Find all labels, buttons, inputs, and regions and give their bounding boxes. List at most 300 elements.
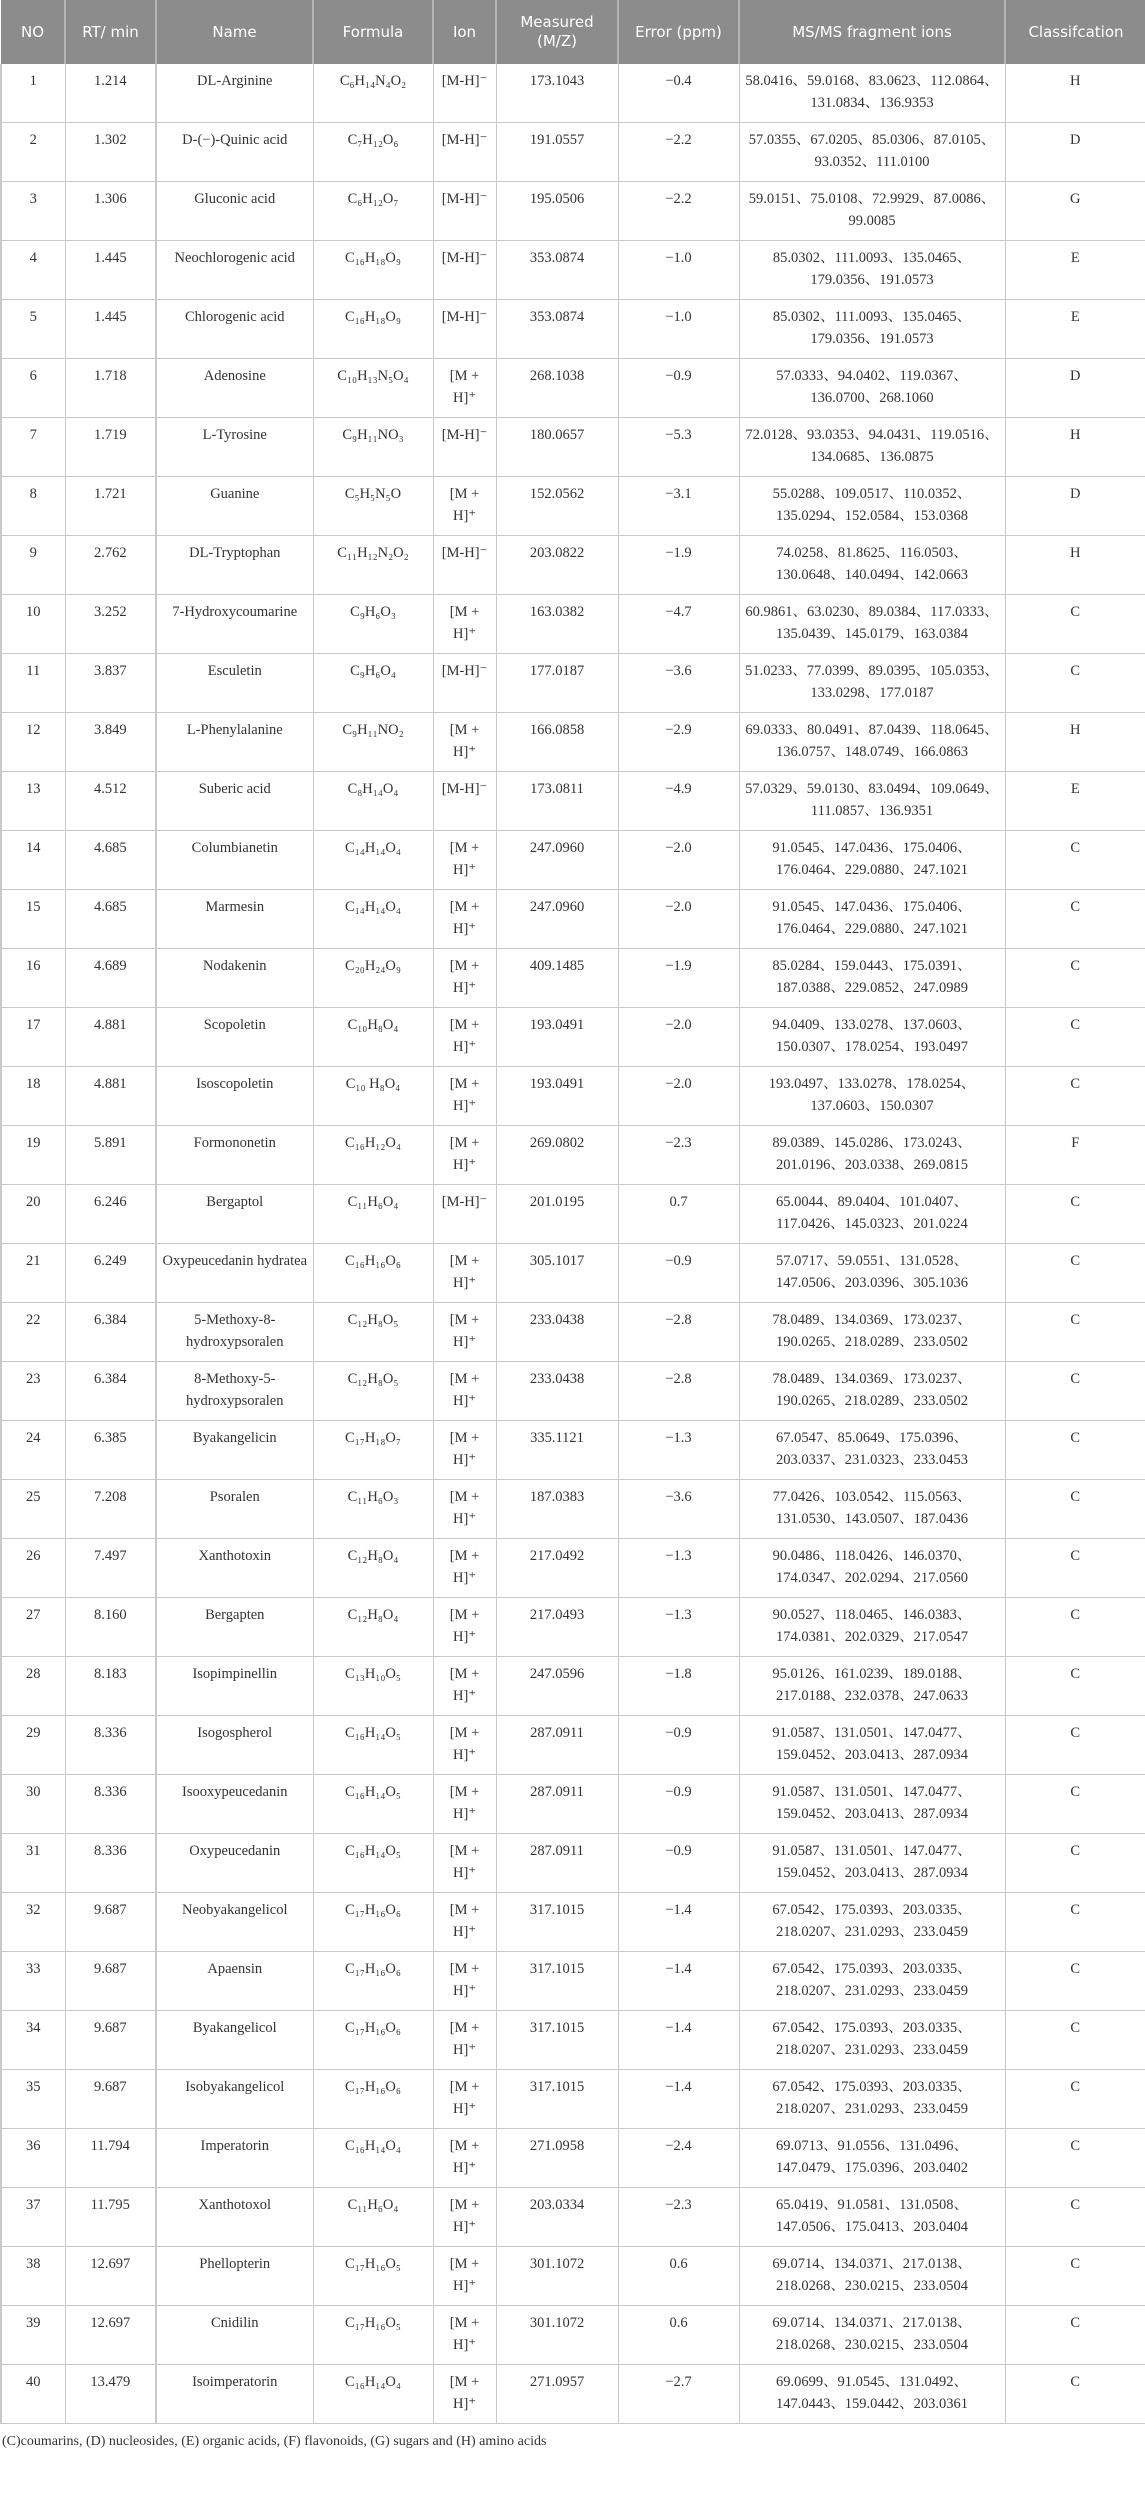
cell-classification: C bbox=[1005, 1185, 1145, 1244]
cell-measured: 193.0491 bbox=[496, 1008, 618, 1067]
cell-name: 8-Methoxy-5-hydroxypsoralen bbox=[156, 1362, 313, 1421]
cell-classification: C bbox=[1005, 1303, 1145, 1362]
cell-formula: C₇H₁₂O₆ bbox=[313, 123, 433, 182]
table-body bbox=[1, 64, 1145, 2424]
cell-ion: [M + H]⁺ bbox=[433, 477, 496, 536]
cell-ion: [M-H]⁻ bbox=[433, 300, 496, 359]
cell-no: 19 bbox=[1, 1126, 65, 1185]
cell-rt: 11.795 bbox=[65, 2188, 156, 2247]
cell-classification: C bbox=[1005, 2011, 1145, 2070]
cell-error: −0.9 bbox=[618, 1244, 739, 1303]
cell-formula: C₁₆H₁₄O₅ bbox=[313, 1775, 433, 1834]
cell-ion: [M + H]⁺ bbox=[433, 2247, 496, 2306]
cell-no: 3 bbox=[1, 182, 65, 241]
cell-measured: 335.1121 bbox=[496, 1421, 618, 1480]
cell-error: 0.7 bbox=[618, 1185, 739, 1244]
cell-name: Apaensin bbox=[156, 1952, 313, 2011]
cell-msms-fragments: 90.0527、118.0465、146.0383、174.0381、202.0329、217.0547 bbox=[739, 1598, 1005, 1657]
cell-msms-fragments: 67.0542、175.0393、203.0335、218.0207、231.0293、233.0459 bbox=[739, 2070, 1005, 2129]
cell-rt: 4.685 bbox=[65, 831, 156, 890]
cell-rt: 7.208 bbox=[65, 1480, 156, 1539]
table-footnote: (C)coumarins, (D) nucleosides, (E) organic acids, (F) flavonoids, (G) sugars and (H) amino acids bbox=[2, 2434, 547, 2449]
cell-measured: 217.0493 bbox=[496, 1598, 618, 1657]
cell-ion: [M + H]⁺ bbox=[433, 1657, 496, 1716]
cell-msms-fragments: 91.0587、131.0501、147.0477、159.0452、203.0413、287.0934 bbox=[739, 1716, 1005, 1775]
cell-measured: 193.0491 bbox=[496, 1067, 618, 1126]
cell-ion: [M + H]⁺ bbox=[433, 890, 496, 949]
cell-no: 6 bbox=[1, 359, 65, 418]
cell-no: 17 bbox=[1, 1008, 65, 1067]
table-row bbox=[1, 1952, 1145, 2011]
cell-msms-fragments: 91.0587、131.0501、147.0477、159.0452、203.0413、287.0934 bbox=[739, 1775, 1005, 1834]
cell-ion: [M + H]⁺ bbox=[433, 2070, 496, 2129]
cell-measured: 301.1072 bbox=[496, 2247, 618, 2306]
cell-rt: 9.687 bbox=[65, 2011, 156, 2070]
cell-name: Marmesin bbox=[156, 890, 313, 949]
cell-error: −0.9 bbox=[618, 359, 739, 418]
cell-measured: 271.0957 bbox=[496, 2365, 618, 2424]
cell-formula: C₁₁H₁₂N₂O₂ bbox=[313, 536, 433, 595]
cell-rt: 11.794 bbox=[65, 2129, 156, 2188]
cell-measured: 201.0195 bbox=[496, 1185, 618, 1244]
cell-error: −2.0 bbox=[618, 1067, 739, 1126]
cell-rt: 12.697 bbox=[65, 2306, 156, 2365]
cell-msms-fragments: 72.0128、93.0353、94.0431、119.0516、134.0685、136.0875 bbox=[739, 418, 1005, 477]
cell-measured: 287.0911 bbox=[496, 1775, 618, 1834]
cell-classification: D bbox=[1005, 359, 1145, 418]
header-formula: Formula bbox=[313, 0, 433, 64]
cell-error: −1.4 bbox=[618, 2011, 739, 2070]
cell-formula: C₁₂H₈O₅ bbox=[313, 1303, 433, 1362]
cell-msms-fragments: 69.0333、80.0491、87.0439、118.0645、136.0757、148.0749、166.0863 bbox=[739, 713, 1005, 772]
table-row bbox=[1, 2247, 1145, 2306]
cell-classification: C bbox=[1005, 1952, 1145, 2011]
cell-formula: C₁₆H₁₂O₄ bbox=[313, 1126, 433, 1185]
cell-measured: 166.0858 bbox=[496, 713, 618, 772]
cell-ion: [M + H]⁺ bbox=[433, 1480, 496, 1539]
cell-msms-fragments: 69.0714、134.0371、217.0138、218.0268、230.0215、233.0504 bbox=[739, 2306, 1005, 2365]
cell-name: Esculetin bbox=[156, 654, 313, 713]
cell-formula: C₁₇H₁₆O₆ bbox=[313, 2011, 433, 2070]
cell-error: −1.3 bbox=[618, 1539, 739, 1598]
cell-error: −3.6 bbox=[618, 1480, 739, 1539]
cell-formula: C₁₁H₆O₃ bbox=[313, 1480, 433, 1539]
cell-classification: C bbox=[1005, 1893, 1145, 1952]
cell-error: −1.0 bbox=[618, 300, 739, 359]
cell-measured: 173.1043 bbox=[496, 64, 618, 123]
cell-rt: 8.336 bbox=[65, 1775, 156, 1834]
cell-classification: E bbox=[1005, 241, 1145, 300]
cell-formula: C₉H₁₁NO₂ bbox=[313, 713, 433, 772]
cell-no: 15 bbox=[1, 890, 65, 949]
cell-error: −2.9 bbox=[618, 713, 739, 772]
cell-name: Isoimperatorin bbox=[156, 2365, 313, 2424]
cell-error: −3.6 bbox=[618, 654, 739, 713]
cell-classification: C bbox=[1005, 1067, 1145, 1126]
cell-error: −1.3 bbox=[618, 1598, 739, 1657]
cell-classification: C bbox=[1005, 2070, 1145, 2129]
cell-name: Chlorogenic acid bbox=[156, 300, 313, 359]
cell-name: Neochlorogenic acid bbox=[156, 241, 313, 300]
cell-no: 20 bbox=[1, 1185, 65, 1244]
table-row bbox=[1, 182, 1145, 241]
table-row bbox=[1, 1893, 1145, 1952]
cell-measured: 163.0382 bbox=[496, 595, 618, 654]
table-row bbox=[1, 2129, 1145, 2188]
cell-name: Phellopterin bbox=[156, 2247, 313, 2306]
cell-classification: H bbox=[1005, 713, 1145, 772]
cell-name: DL-Tryptophan bbox=[156, 536, 313, 595]
cell-no: 38 bbox=[1, 2247, 65, 2306]
cell-measured: 287.0911 bbox=[496, 1716, 618, 1775]
cell-error: −1.3 bbox=[618, 1421, 739, 1480]
cell-no: 25 bbox=[1, 1480, 65, 1539]
cell-name: Byakangelicol bbox=[156, 2011, 313, 2070]
cell-rt: 6.384 bbox=[65, 1303, 156, 1362]
cell-no: 29 bbox=[1, 1716, 65, 1775]
cell-formula: C₁₆H₁₈O₉ bbox=[313, 300, 433, 359]
cell-name: Cnidilin bbox=[156, 2306, 313, 2365]
cell-formula: C₁₄H₁₄O₄ bbox=[313, 890, 433, 949]
cell-ion: [M + H]⁺ bbox=[433, 359, 496, 418]
cell-measured: 317.1015 bbox=[496, 1952, 618, 2011]
table-row bbox=[1, 64, 1145, 123]
cell-rt: 1.306 bbox=[65, 182, 156, 241]
header-name: Name bbox=[156, 0, 313, 64]
cell-measured: 203.0334 bbox=[496, 2188, 618, 2247]
table-row bbox=[1, 2306, 1145, 2365]
cell-rt: 4.512 bbox=[65, 772, 156, 831]
cell-error: −1.4 bbox=[618, 1952, 739, 2011]
cell-name: Isooxypeucedanin bbox=[156, 1775, 313, 1834]
cell-measured: 233.0438 bbox=[496, 1303, 618, 1362]
cell-formula: C₁₆H₁₄O₅ bbox=[313, 1834, 433, 1893]
cell-error: −1.8 bbox=[618, 1657, 739, 1716]
cell-name: Isoscopoletin bbox=[156, 1067, 313, 1126]
cell-measured: 271.0958 bbox=[496, 2129, 618, 2188]
cell-formula: C₁₆H₁₄O₄ bbox=[313, 2365, 433, 2424]
cell-error: −2.8 bbox=[618, 1362, 739, 1421]
table-row bbox=[1, 1539, 1145, 1598]
cell-classification: H bbox=[1005, 418, 1145, 477]
cell-classification: C bbox=[1005, 1657, 1145, 1716]
cell-name: Guanine bbox=[156, 477, 313, 536]
cell-name: Psoralen bbox=[156, 1480, 313, 1539]
cell-error: −2.3 bbox=[618, 1126, 739, 1185]
cell-no: 33 bbox=[1, 1952, 65, 2011]
cell-no: 21 bbox=[1, 1244, 65, 1303]
cell-classification: C bbox=[1005, 2188, 1145, 2247]
cell-ion: [M-H]⁻ bbox=[433, 654, 496, 713]
cell-name: DL-Arginine bbox=[156, 64, 313, 123]
cell-rt: 4.685 bbox=[65, 890, 156, 949]
cell-name: 5-Methoxy-8-hydroxypsoralen bbox=[156, 1303, 313, 1362]
cell-ion: [M + H]⁺ bbox=[433, 1421, 496, 1480]
cell-msms-fragments: 74.0258、81.8625、116.0503、130.0648、140.0494、142.0663 bbox=[739, 536, 1005, 595]
cell-classification: C bbox=[1005, 1539, 1145, 1598]
cell-classification: H bbox=[1005, 64, 1145, 123]
cell-rt: 1.719 bbox=[65, 418, 156, 477]
cell-no: 7 bbox=[1, 418, 65, 477]
cell-rt: 9.687 bbox=[65, 1893, 156, 1952]
cell-measured: 187.0383 bbox=[496, 1480, 618, 1539]
cell-formula: C₁₇H₁₆O₆ bbox=[313, 1952, 433, 2011]
cell-no: 14 bbox=[1, 831, 65, 890]
cell-msms-fragments: 55.0288、109.0517、110.0352、135.0294、152.0584、153.0368 bbox=[739, 477, 1005, 536]
cell-ion: [M-H]⁻ bbox=[433, 182, 496, 241]
cell-msms-fragments: 51.0233、77.0399、89.0395、105.0353、133.0298、177.0187 bbox=[739, 654, 1005, 713]
table-row bbox=[1, 418, 1145, 477]
table-row bbox=[1, 890, 1145, 949]
cell-msms-fragments: 67.0547、85.0649、175.0396、203.0337、231.0323、233.0453 bbox=[739, 1421, 1005, 1480]
cell-msms-fragments: 85.0302、111.0093、135.0465、179.0356、191.0573 bbox=[739, 241, 1005, 300]
cell-formula: C₆H₁₂O₇ bbox=[313, 182, 433, 241]
cell-msms-fragments: 78.0489、134.0369、173.0237、190.0265、218.0289、233.0502 bbox=[739, 1362, 1005, 1421]
cell-no: 9 bbox=[1, 536, 65, 595]
cell-formula: C₁₂H₈O₄ bbox=[313, 1598, 433, 1657]
cell-measured: 203.0822 bbox=[496, 536, 618, 595]
cell-error: −2.2 bbox=[618, 182, 739, 241]
cell-formula: C₁₁H₆O₄ bbox=[313, 1185, 433, 1244]
cell-rt: 2.762 bbox=[65, 536, 156, 595]
cell-msms-fragments: 95.0126、161.0239、189.0188、217.0188、232.0378、247.0633 bbox=[739, 1657, 1005, 1716]
cell-measured: 269.0802 bbox=[496, 1126, 618, 1185]
cell-error: −1.9 bbox=[618, 536, 739, 595]
cell-classification: C bbox=[1005, 2129, 1145, 2188]
cell-error: −0.4 bbox=[618, 64, 739, 123]
table-row bbox=[1, 1716, 1145, 1775]
cell-no: 35 bbox=[1, 2070, 65, 2129]
cell-name: Nodakenin bbox=[156, 949, 313, 1008]
cell-msms-fragments: 78.0489、134.0369、173.0237、190.0265、218.0289、233.0502 bbox=[739, 1303, 1005, 1362]
cell-rt: 8.160 bbox=[65, 1598, 156, 1657]
cell-no: 30 bbox=[1, 1775, 65, 1834]
cell-classification: C bbox=[1005, 1480, 1145, 1539]
cell-rt: 1.214 bbox=[65, 64, 156, 123]
cell-msms-fragments: 90.0486、118.0426、146.0370、174.0347、202.0294、217.0560 bbox=[739, 1539, 1005, 1598]
cell-ion: [M + H]⁺ bbox=[433, 1598, 496, 1657]
cell-no: 8 bbox=[1, 477, 65, 536]
cell-classification: C bbox=[1005, 1834, 1145, 1893]
cell-msms-fragments: 60.9861、63.0230、89.0384、117.0333、135.0439、145.0179、163.0384 bbox=[739, 595, 1005, 654]
cell-name: Columbianetin bbox=[156, 831, 313, 890]
cell-name: Isopimpinellin bbox=[156, 1657, 313, 1716]
cell-no: 23 bbox=[1, 1362, 65, 1421]
cell-no: 12 bbox=[1, 713, 65, 772]
table-row bbox=[1, 1362, 1145, 1421]
cell-formula: C₈H₁₄O₄ bbox=[313, 772, 433, 831]
cell-measured: 247.0960 bbox=[496, 890, 618, 949]
cell-msms-fragments: 94.0409、133.0278、137.0603、150.0307、178.0254、193.0497 bbox=[739, 1008, 1005, 1067]
cell-rt: 1.721 bbox=[65, 477, 156, 536]
cell-no: 36 bbox=[1, 2129, 65, 2188]
table-row bbox=[1, 1834, 1145, 1893]
cell-classification: C bbox=[1005, 595, 1145, 654]
cell-name: Xanthotoxin bbox=[156, 1539, 313, 1598]
cell-error: −3.1 bbox=[618, 477, 739, 536]
cell-no: 22 bbox=[1, 1303, 65, 1362]
cell-measured: 247.0596 bbox=[496, 1657, 618, 1716]
cell-msms-fragments: 57.0355、67.0205、85.0306、87.0105、93.0352、111.0100 bbox=[739, 123, 1005, 182]
cell-rt: 6.384 bbox=[65, 1362, 156, 1421]
table-row bbox=[1, 1657, 1145, 1716]
cell-msms-fragments: 57.0333、94.0402、119.0367、136.0700、268.1060 bbox=[739, 359, 1005, 418]
cell-measured: 268.1038 bbox=[496, 359, 618, 418]
cell-rt: 8.336 bbox=[65, 1834, 156, 1893]
cell-error: −5.3 bbox=[618, 418, 739, 477]
cell-msms-fragments: 69.0699、91.0545、131.0492、147.0443、159.0442、203.0361 bbox=[739, 2365, 1005, 2424]
cell-formula: C₁₄H₁₄O₄ bbox=[313, 831, 433, 890]
table-row bbox=[1, 949, 1145, 1008]
cell-name: L-Phenylalanine bbox=[156, 713, 313, 772]
cell-ion: [M + H]⁺ bbox=[433, 2188, 496, 2247]
cell-ion: [M + H]⁺ bbox=[433, 2306, 496, 2365]
cell-measured: 317.1015 bbox=[496, 2011, 618, 2070]
cell-measured: 409.1485 bbox=[496, 949, 618, 1008]
table-row bbox=[1, 1421, 1145, 1480]
cell-ion: [M-H]⁻ bbox=[433, 64, 496, 123]
cell-name: 7-Hydroxycoumarine bbox=[156, 595, 313, 654]
cell-msms-fragments: 77.0426、103.0542、115.0563、131.0530、143.0507、187.0436 bbox=[739, 1480, 1005, 1539]
cell-error: −1.9 bbox=[618, 949, 739, 1008]
cell-formula: C₁₀H₈O₄ bbox=[313, 1008, 433, 1067]
cell-no: 34 bbox=[1, 2011, 65, 2070]
cell-formula: C₂₀H₂₄O₉ bbox=[313, 949, 433, 1008]
cell-classification: C bbox=[1005, 2306, 1145, 2365]
cell-msms-fragments: 58.0416、59.0168、83.0623、112.0864、131.0834、136.9353 bbox=[739, 64, 1005, 123]
table-row bbox=[1, 1598, 1145, 1657]
cell-classification: C bbox=[1005, 831, 1145, 890]
cell-ion: [M + H]⁺ bbox=[433, 1716, 496, 1775]
header-ion: Ion bbox=[433, 0, 496, 64]
cell-rt: 1.445 bbox=[65, 300, 156, 359]
table-row bbox=[1, 1185, 1145, 1244]
cell-no: 1 bbox=[1, 64, 65, 123]
cell-measured: 301.1072 bbox=[496, 2306, 618, 2365]
cell-error: −2.0 bbox=[618, 1008, 739, 1067]
table-row bbox=[1, 772, 1145, 831]
cell-error: −2.2 bbox=[618, 123, 739, 182]
cell-rt: 12.697 bbox=[65, 2247, 156, 2306]
table-row bbox=[1, 2011, 1145, 2070]
cell-error: −1.0 bbox=[618, 241, 739, 300]
cell-measured: 305.1017 bbox=[496, 1244, 618, 1303]
cell-ion: [M + H]⁺ bbox=[433, 713, 496, 772]
header-row bbox=[1, 0, 1145, 64]
cell-measured: 217.0492 bbox=[496, 1539, 618, 1598]
cell-no: 27 bbox=[1, 1598, 65, 1657]
cell-ion: [M-H]⁻ bbox=[433, 1185, 496, 1244]
cell-rt: 6.385 bbox=[65, 1421, 156, 1480]
cell-classification: C bbox=[1005, 949, 1145, 1008]
cell-no: 10 bbox=[1, 595, 65, 654]
table-row bbox=[1, 123, 1145, 182]
cell-error: −0.9 bbox=[618, 1775, 739, 1834]
cell-rt: 6.249 bbox=[65, 1244, 156, 1303]
cell-rt: 9.687 bbox=[65, 2070, 156, 2129]
cell-measured: 287.0911 bbox=[496, 1834, 618, 1893]
cell-name: Bergapten bbox=[156, 1598, 313, 1657]
cell-ion: [M + H]⁺ bbox=[433, 2129, 496, 2188]
cell-no: 18 bbox=[1, 1067, 65, 1126]
cell-classification: C bbox=[1005, 2247, 1145, 2306]
cell-classification: E bbox=[1005, 772, 1145, 831]
cell-rt: 7.497 bbox=[65, 1539, 156, 1598]
cell-rt: 3.849 bbox=[65, 713, 156, 772]
cell-ion: [M + H]⁺ bbox=[433, 831, 496, 890]
cell-error: −4.9 bbox=[618, 772, 739, 831]
cell-ion: [M + H]⁺ bbox=[433, 1834, 496, 1893]
cell-rt: 1.302 bbox=[65, 123, 156, 182]
cell-formula: C₁₁H₆O₄ bbox=[313, 2188, 433, 2247]
table-header bbox=[1, 0, 1145, 64]
cell-formula: C₁₆H₁₄O₅ bbox=[313, 1716, 433, 1775]
cell-measured: 317.1015 bbox=[496, 2070, 618, 2129]
cell-classification: H bbox=[1005, 536, 1145, 595]
cell-classification: D bbox=[1005, 477, 1145, 536]
cell-msms-fragments: 57.0329、59.0130、83.0494、109.0649、111.0857、136.9351 bbox=[739, 772, 1005, 831]
cell-formula: C₁₀H₁₃N₅O₄ bbox=[313, 359, 433, 418]
cell-formula: C₁₇H₁₆O₅ bbox=[313, 2306, 433, 2365]
cell-msms-fragments: 89.0389、145.0286、173.0243、201.0196、203.0338、269.0815 bbox=[739, 1126, 1005, 1185]
cell-formula: C₁₇H₁₈O₇ bbox=[313, 1421, 433, 1480]
cell-no: 16 bbox=[1, 949, 65, 1008]
cell-name: Byakangelicin bbox=[156, 1421, 313, 1480]
cell-name: L-Tyrosine bbox=[156, 418, 313, 477]
cell-name: D-(−)-Quinic acid bbox=[156, 123, 313, 182]
cell-no: 2 bbox=[1, 123, 65, 182]
cell-classification: E bbox=[1005, 300, 1145, 359]
cell-measured: 191.0557 bbox=[496, 123, 618, 182]
table-row bbox=[1, 2365, 1145, 2424]
cell-classification: C bbox=[1005, 1362, 1145, 1421]
cell-classification: C bbox=[1005, 890, 1145, 949]
cell-classification: C bbox=[1005, 1716, 1145, 1775]
cell-measured: 247.0960 bbox=[496, 831, 618, 890]
table-row bbox=[1, 241, 1145, 300]
cell-measured: 173.0811 bbox=[496, 772, 618, 831]
cell-error: −2.0 bbox=[618, 890, 739, 949]
cell-classification: C bbox=[1005, 1244, 1145, 1303]
cell-formula: C₁₆H₁₈O₉ bbox=[313, 241, 433, 300]
cell-ion: [M + H]⁺ bbox=[433, 595, 496, 654]
header-measured: Measured (M/Z) bbox=[496, 0, 618, 64]
table-row bbox=[1, 831, 1145, 890]
cell-name: Oxypeucedanin bbox=[156, 1834, 313, 1893]
table-row bbox=[1, 1244, 1145, 1303]
cell-rt: 4.689 bbox=[65, 949, 156, 1008]
cell-classification: C bbox=[1005, 1008, 1145, 1067]
cell-ion: [M + H]⁺ bbox=[433, 1126, 496, 1185]
cell-no: 28 bbox=[1, 1657, 65, 1716]
table-row bbox=[1, 1775, 1145, 1834]
cell-error: 0.6 bbox=[618, 2247, 739, 2306]
cell-name: Formononetin bbox=[156, 1126, 313, 1185]
cell-ion: [M + H]⁺ bbox=[433, 1893, 496, 1952]
table-row bbox=[1, 359, 1145, 418]
cell-no: 11 bbox=[1, 654, 65, 713]
cell-ion: [M + H]⁺ bbox=[433, 2011, 496, 2070]
cell-error: −0.9 bbox=[618, 1834, 739, 1893]
header-classification: Classifcation bbox=[1005, 0, 1145, 64]
cell-msms-fragments: 57.0717、59.0551、131.0528、147.0506、203.0396、305.1036 bbox=[739, 1244, 1005, 1303]
cell-formula: C₁₇H₁₆O₆ bbox=[313, 2070, 433, 2129]
header-rt: RT/ min bbox=[65, 0, 156, 64]
cell-name: Isogospherol bbox=[156, 1716, 313, 1775]
header-no: NO bbox=[1, 0, 65, 64]
cell-formula: C₁₃H₁₀O₅ bbox=[313, 1657, 433, 1716]
cell-classification: F bbox=[1005, 1126, 1145, 1185]
